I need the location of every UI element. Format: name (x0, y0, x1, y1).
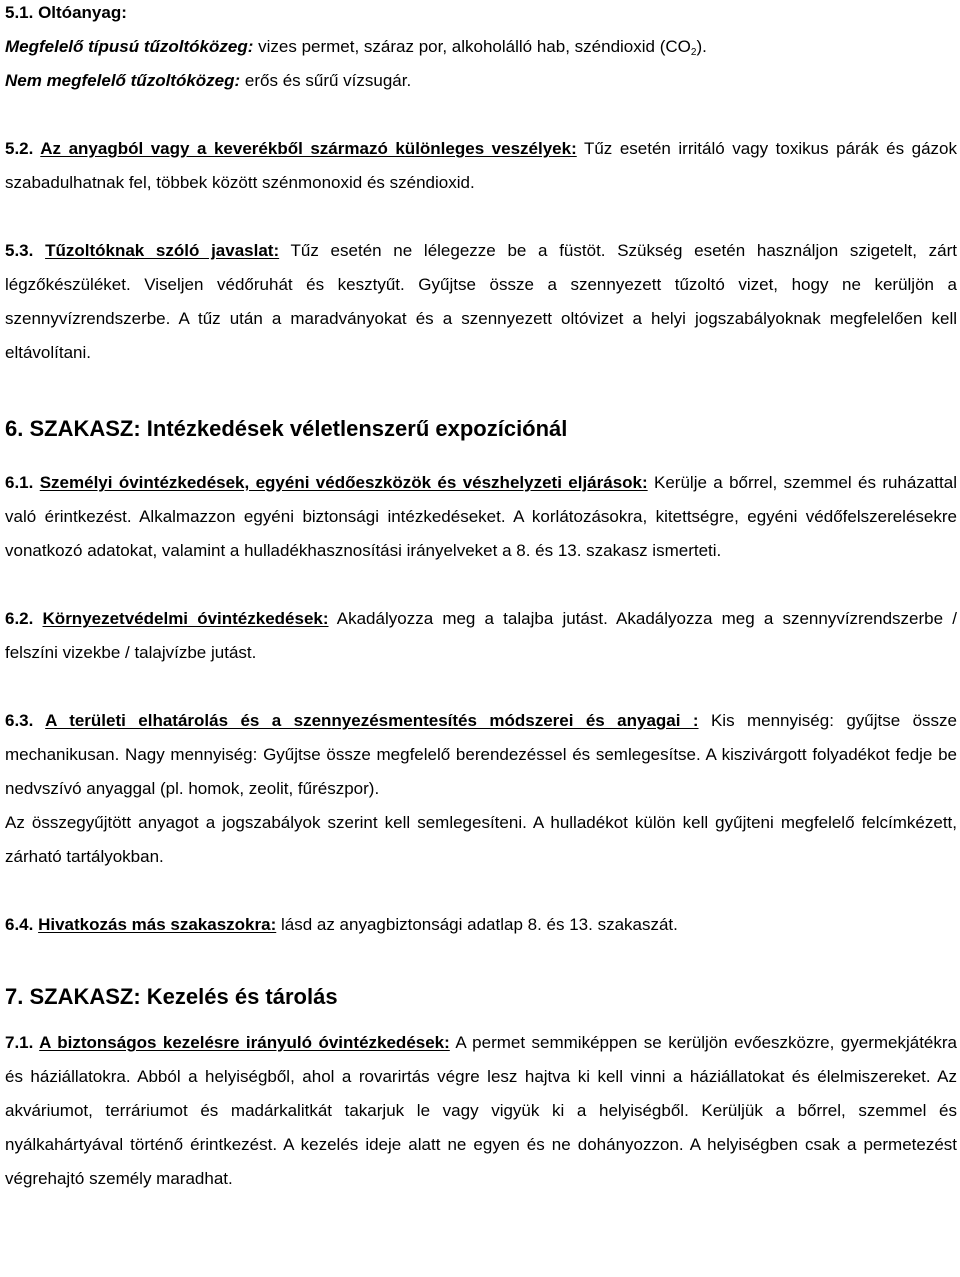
section-6-1-number: 6.1. (5, 473, 40, 492)
section-6-4-label: Hivatkozás más szakaszokra: (38, 915, 277, 934)
co2-subscript: 2 (690, 47, 697, 58)
unsuitable-agent-text: erős és sűrű vízsugár. (240, 71, 412, 90)
section-6-3-continuation: Az összegyűjtött anyagot a jogszabályok szerint kell semlegesíteni. A hulladékot külön kell gyűjteni megfelelő felcímkézett, zárható tartályokban. (5, 813, 957, 866)
suitable-agent-paragraph (5, 30, 957, 64)
suitable-agent-label: Megfelelő típusú tűzoltóközeg: (5, 37, 254, 56)
section-6-2-number: 6.2. (5, 609, 43, 628)
section-6-4-number: 6.4. (5, 915, 39, 934)
section-6-3-text: Kis mennyiség: gyűjtse össze mechanikusan. Nagy mennyiség: Gyűjtse össze megfelelő berendezéssel és semlegesítse. A kiszivárgott folyadékot fedje be nedvszívó anyaggal (pl. homok, zeolit, fűrészpor). (5, 711, 957, 798)
suitable-agent-end: ). (696, 37, 707, 56)
unsuitable-agent-label: Nem megfelelő tűzoltóközeg: (5, 71, 241, 90)
section-6-2-text: Akadályozza meg a talajba jutást. Akadályozza meg a szennyvízrendszerbe / felszíni vizekbe / talajvízbe jutást. (5, 609, 957, 662)
heading-5-1 (5, 0, 957, 30)
section-6-3 (5, 704, 957, 806)
section-6-1 (5, 466, 957, 568)
section-6-1-text: Kerülje a bőrrel, szemmel és ruházattal való érintkezést. Alkalmazzon egyéni biztonsági intézkedéseket. A korlátozásokra, kitettségre, egyéni védőfelszerelésekre vonatkozó adatokat, valamint a hulladékhasznosítási irányelveket a 8. és 13. szakasz ismerteti. (5, 473, 957, 560)
section-5-2 (5, 132, 957, 200)
document-page (5, 0, 957, 1196)
section-7-1-number: 7.1. (5, 1033, 40, 1052)
section-5-3-label: Tűzoltóknak szóló javaslat: (45, 241, 280, 260)
section-5-3-text: Tűz esetén ne lélegezze be a füstöt. Szükség esetén használjon szigetelt, zárt légzőkészüléket. Viseljen védőruhát és kesztyűt. Gyűjtse össze a szennyezett tűzoltó vizet, hogy ne kerüljön a szennyvízrendszerbe. A tűz után a maradványokat és a szennyezett oltóvizet a helyi jogszabályoknak megfelelően kell eltávolítani. (5, 241, 957, 362)
section-7-title: 7. SZAKASZ: Kezelés és tárolás (5, 984, 338, 1009)
section-6-3-number: 6.3. (5, 711, 46, 730)
section-7-1-text: A permet semmiképpen se kerüljön evőeszközre, gyermekjátékra és háziállatokra. Abból a helyiségből, ahol a rovarirtás végre lesz hajtva ki kell vinni a háziállatokat és élelmiszereket. Az akváriumot, terráriumot és madárkalitkát takarjuk le vagy vigyük ki a helyiségből. Kerüljük a bőrrel, szemmel és nyálkahártyával történő érintkezést. A kezelés ideje alatt ne egyen és ne dohányozzon. A helyiségben csak a permetezést végrehajtó személy maradhat. (5, 1033, 957, 1188)
section-6-3-label: A területi elhatárolás és a szennyezésmentesítés módszerei és anyagai : (45, 711, 699, 730)
section-5-3-number: 5.3. (5, 241, 46, 260)
section-6-2 (5, 602, 957, 670)
section-6-2-label: Környezetvédelmi óvintézkedések: (42, 609, 329, 628)
section-6-title: 6. SZAKASZ: Intézkedések véletlenszerű expozíciónál (5, 416, 568, 441)
unsuitable-agent-paragraph (5, 64, 957, 98)
section-6-1-label: Személyi óvintézkedések, egyéni védőeszközök és vészhelyzeti eljárások: (39, 473, 648, 492)
section-7-1 (5, 1026, 957, 1196)
section-5-2-text: Tűz esetén irritáló vagy toxikus párák és gázok szabadulhatnak fel, többek között szénmonoxid és széndioxid. (5, 139, 957, 192)
section-5-2-number: 5.2. (5, 139, 41, 158)
section-6-4 (5, 908, 957, 942)
heading-5-1-text: 5.1. Oltóanyag: (5, 3, 127, 22)
section-6-4-text: lásd az anyagbiztonsági adatlap 8. és 13. szakaszát. (276, 915, 678, 934)
section-5-2-label: Az anyagból vagy a keverékből származó különleges veszélyek: (40, 139, 577, 158)
suitable-agent-text: vizes permet, száraz por, alkoholálló hab, széndioxid (CO (253, 37, 691, 56)
section-7-1-label: A biztonságos kezelésre irányuló óvintézkedések: (39, 1033, 450, 1052)
section-5-3 (5, 234, 957, 370)
